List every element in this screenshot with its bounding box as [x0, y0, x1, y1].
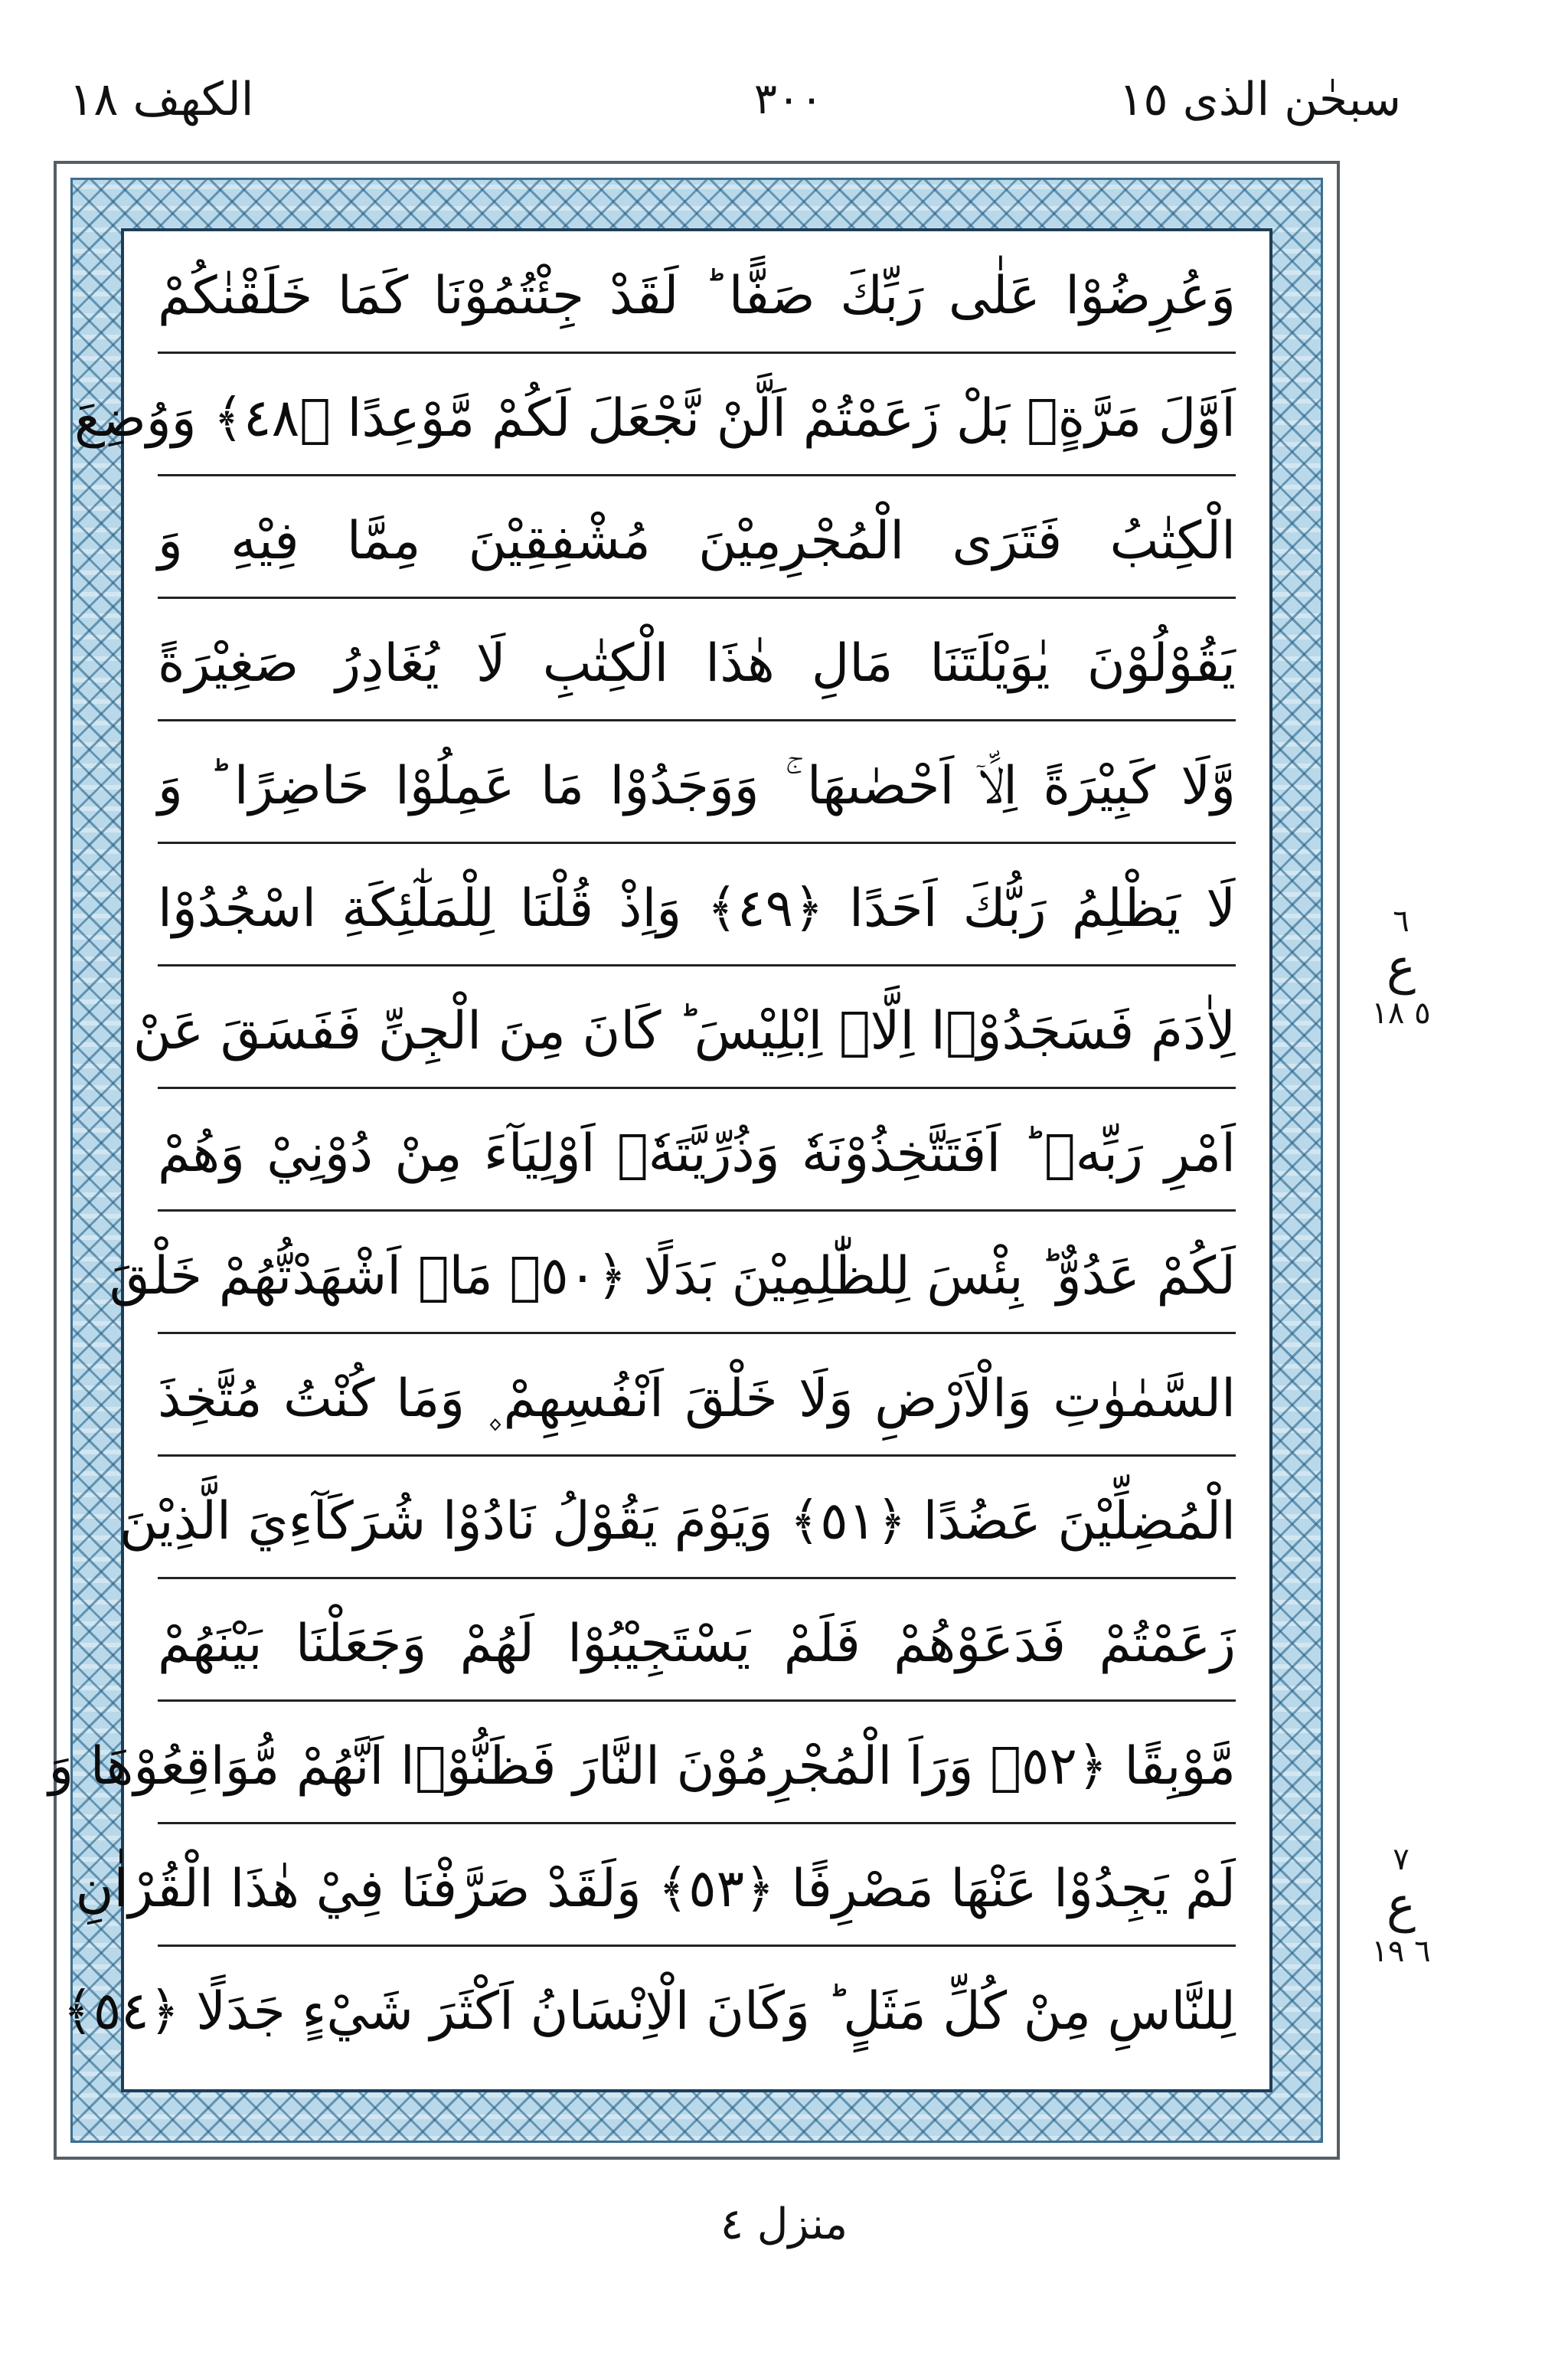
- ruku-marker-top: ٧: [1393, 1842, 1410, 1877]
- verse-line: مَّوْبِقًا ﴿٥٢﴾ وَرَاَ الْمُجْرِمُوْنَ النَّارَ فَظَنُّوْۤا اَنَّهُمْ مُّوَاقِعُوْهَا وَ: [158, 1702, 1236, 1824]
- verse-line: الْمُضِلِّيْنَ عَضُدًا ﴿٥١﴾ وَيَوْمَ يَقُوْلُ نَادُوْا شُرَكَآءِيَ الَّذِيْنَ: [158, 1457, 1236, 1579]
- verse-line: لِلنَّاسِ مِنْ كُلِّ مَثَلٍ ؕ وَكَانَ الْاِنْسَانُ اَكْثَرَ شَيْءٍ جَدَلًا ﴿٥٤﴾: [62, 1981, 1236, 2042]
- ruku-marker: [1370, 1838, 1432, 1973]
- verse-line: لَا يَظْلِمُ رَبُّكَ اَحَدًا ﴿٤٩﴾ وَاِذْ قُلْنَا لِلْمَلٰٓئِكَةِ اسْجُدُوْا: [158, 844, 1236, 967]
- ruku-marker-symbol: ع: [1386, 1877, 1416, 1934]
- verse-line: اَمْرِ رَبِّهٖ ؕ اَفَتَتَّخِذُوْنَهٗ وَذُرِّيَّتَهٗۤ اَوْلِيَآءَ مِنْ دُوْنِيْ وَهُمْ: [158, 1089, 1236, 1212]
- verse-line: لَكُمْ عَدُوٌّ ؕ بِئْسَ لِلظّٰلِمِيْنَ بَدَلًا ﴿٥٠﴾ مَاۤ اَشْهَدْتُّهُمْ خَلْقَ: [158, 1212, 1236, 1334]
- ruku-marker-symbol: ع: [1386, 939, 1416, 996]
- verse-line: يَقُوْلُوْنَ يٰوَيْلَتَنَا مَالِ هٰذَا الْكِتٰبِ لَا يُغَادِرُ صَغِيْرَةً: [158, 599, 1236, 721]
- verse-panel: [48, 228, 1272, 2092]
- verse-line: وَّلَا كَبِيْرَةً اِلَّاۤ اَحْصٰىهَا ۚ وَوَجَدُوْا مَا عَمِلُوْا حَاضِرًا ؕ وَ: [158, 721, 1236, 844]
- surah-name: الکھف ١٨: [69, 73, 254, 126]
- verse-line: وَعُرِضُوْا عَلٰى رَبِّكَ صَفًّا ؕ لَقَدْ جِئْتُمُوْنَا كَمَا خَلَقْنٰكُمْ: [158, 231, 1236, 354]
- verse-line: السَّمٰوٰتِ وَالْاَرْضِ وَلَا خَلْقَ اَنْفُسِهِمْ ۪ وَمَا كُنْتُ مُتَّخِذَ: [158, 1334, 1236, 1457]
- ruku-marker-top: ٦: [1393, 904, 1410, 939]
- page-number: ٣٠٠: [753, 74, 824, 124]
- ruku-marker-bottom: ٦ ١٩: [1371, 1934, 1431, 1969]
- verse-line: لِاٰدَمَ فَسَجَدُوْۤا اِلَّاۤ اِبْلِيْسَ ؕ كَانَ مِنَ الْجِنِّ فَفَسَقَ عَنْ: [158, 967, 1236, 1089]
- verse-line: اَوَّلَ مَرَّةٍۭ بَلْ زَعَمْتُمْ اَلَّنْ نَّجْعَلَ لَكُمْ مَّوْعِدًا ﴿٤٨﴾ وَوُضِعَ: [158, 354, 1236, 476]
- manzil-footer: منزل ٤: [720, 2200, 848, 2249]
- verse-line: زَعَمْتُمْ فَدَعَوْهُمْ فَلَمْ يَسْتَجِيْبُوْا لَهُمْ وَجَعَلْنَا بَيْنَهُمْ: [158, 1579, 1236, 1702]
- para-name: سبحٰن الذی ١٥: [1119, 73, 1401, 126]
- page-frame: [48, 161, 1340, 2160]
- ruku-marker-bottom: ٥ ١٨: [1371, 996, 1431, 1031]
- ruku-marker: [1370, 900, 1432, 1035]
- verse-line: لَمْ يَجِدُوْا عَنْهَا مَصْرِفًا ﴿٥٣﴾ وَلَقَدْ صَرَّفْنَا فِيْ هٰذَا الْقُرْاٰنِ: [158, 1824, 1236, 1947]
- verse-line: الْكِتٰبُ فَتَرَى الْمُجْرِمِيْنَ مُشْفِقِيْنَ مِمَّا فِيْهِ وَ: [158, 476, 1236, 599]
- page-header: [61, 61, 1516, 146]
